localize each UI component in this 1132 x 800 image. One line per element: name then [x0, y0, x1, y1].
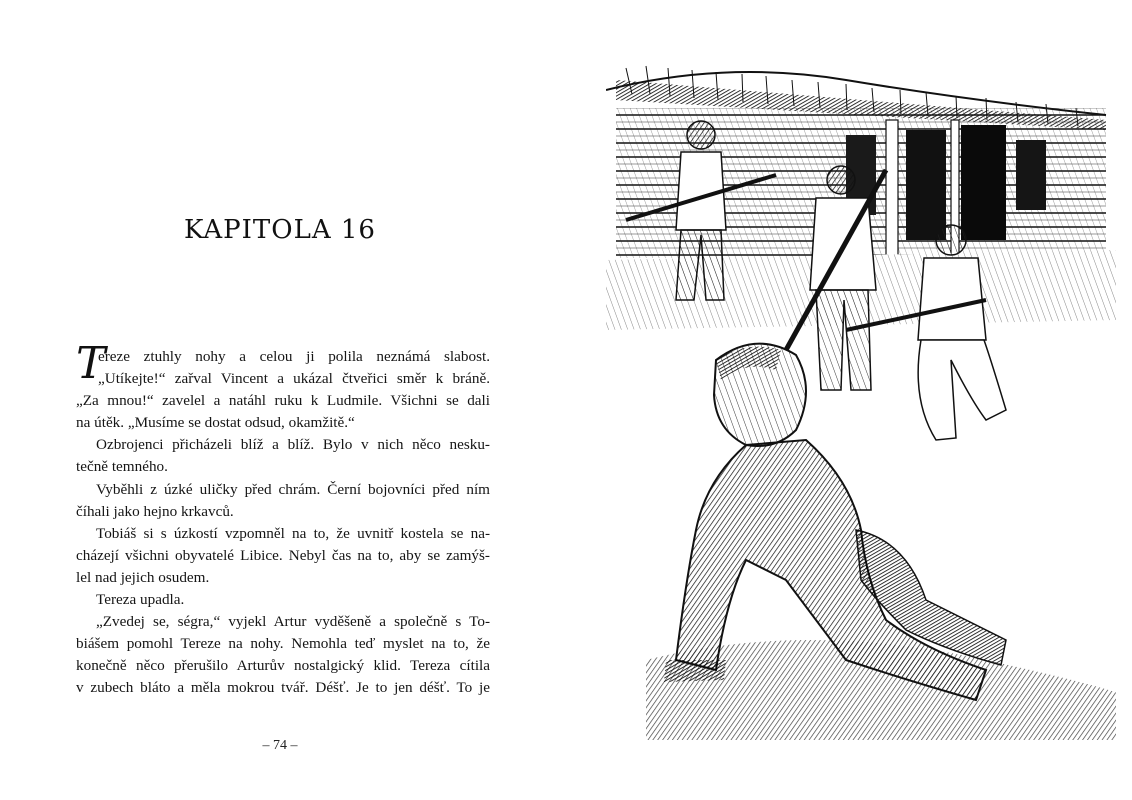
text-line: Tobiáš si s úzkostí vzpomněl na to, že uvnitř kostela se na- — [96, 524, 490, 542]
body-text — [76, 338, 490, 700]
text-line: na útěk. „Musíme se dostat odsud, okamžitě.“ — [76, 414, 355, 432]
text-line: lel nad jejich osudem. — [76, 568, 210, 586]
page-number: – 74 – — [262, 738, 298, 753]
text-line: Ozbrojenci přicházeli blíž a blíž. Bylo v nich něco nesku- — [96, 436, 490, 454]
text-line: „Za mnou!“ zavelel a natáhl ruku k Ludmile. Všichni se dali — [76, 392, 490, 410]
text-line: konečně něco přerušilo Arturův nostalgický klid. Tereza cítila — [76, 657, 490, 675]
drop-cap: T — [76, 338, 106, 389]
text-line: Tereza upadla. — [96, 591, 185, 609]
chapter-title: KAPITOLA 16 — [184, 215, 376, 246]
text-line: cházejí všichni obyvatelé Libice. Nebyl čas na to, aby se zamýš- — [76, 546, 490, 564]
text-line: v zubech bláto a měla mokrou tvář. Déšť. Je to jen déšť. To je — [76, 679, 490, 697]
right-page — [566, 0, 1132, 800]
text-line-content: ereze ztuhly nohy a celou ji polila neznámá slabost. — [98, 348, 490, 365]
text-line: číhali jako hejno krkavců. — [76, 502, 234, 520]
text-line: tečně temného. — [76, 458, 168, 476]
text-line: biášem pomohl Tereze na nohy. Nemohla teď myslet na to, že — [76, 635, 490, 653]
text-line: Vyběhli z úzké uličky před chrám. Černí bojovníci před ním — [96, 480, 490, 498]
text-line: „Zvedej se, ségra,“ vyjekl Artur vyděšeně a společně s To- — [96, 613, 490, 631]
ink-illustration — [606, 60, 1116, 740]
text-line: „Utíkejte!“ zařval Vincent a ukázal čtveřici směr k bráně. — [98, 370, 490, 388]
